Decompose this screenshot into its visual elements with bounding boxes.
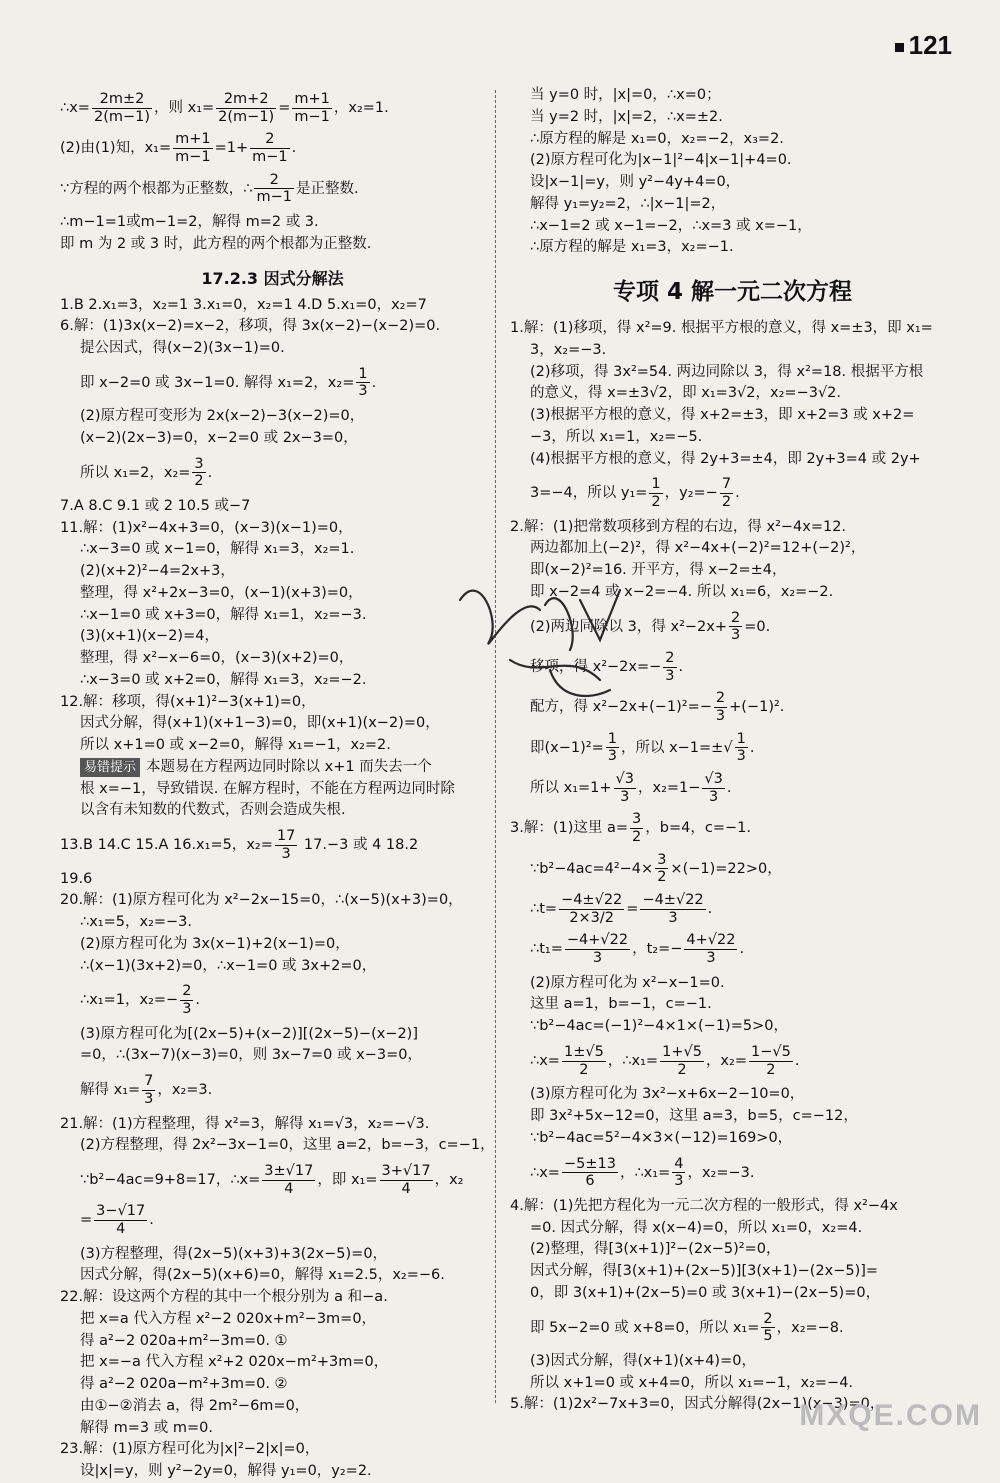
answer-line: 所以 x₁=2，x₂= $\frac{3}{2}$ . — [80, 455, 213, 490]
answer-line: 6.解：(1)3x(x−2)=x−2，移项，得 3x(x−2)−(x−2)=0. — [60, 318, 441, 335]
answer-line: (2)整理，得[3(x+1)]²−(2x−5)²=0， — [530, 1241, 781, 1258]
square-icon — [895, 43, 904, 52]
answer-line: 解得 m=3 或 m=0. — [80, 1419, 213, 1436]
answer-line: 11.解：(1)x²−4x+3=0，(x−3)(x−1)=0， — [60, 519, 353, 536]
answer-line: 21.解：(1)方程整理，得 x²=3，解得 x₁=√3，x₂=−√3. — [60, 1115, 430, 1132]
answer-line: (2)(x+2)²−4=2x+3， — [80, 563, 235, 580]
answer-line: 4.解：(1)先把方程化为一元二次方程的一般形式，得 x²−4x — [510, 1197, 898, 1214]
answer-line: 3=−4，所以 y₁= $\frac{1}{2}$ ，y₂=− $\frac{7}{2}$ . — [530, 476, 740, 510]
answer-line: 即(x−2)²=16. 开平方，得 x−2=±4， — [530, 562, 787, 579]
answer-line: 把 x=a 代入方程 x²−2 020x+m²−3m=0， — [80, 1310, 377, 1327]
answer-line: 即 x−2=4 或 x−2=−4. 所以 x₁=6，x₂=−2. — [530, 583, 834, 600]
answer-line: (3)方程整理，得(2x−5)(x+3)+3(2x−5)=0， — [80, 1245, 388, 1262]
answer-line: (x−2)(2x−3)=0，x−2=0 或 2x−3=0， — [80, 429, 358, 446]
answer-line: ∴(x−1)(3x+2)=0，∴x−1=0 或 3x+2=0， — [80, 957, 377, 974]
answer-line: 当 y=0 时，|x|=0，∴x=0； — [530, 87, 721, 103]
answer-line: ∵b²−4ac=9+8=17，∴x= $\frac{3\pm√17}{4}$ ，即 x₁= $\frac{3+√17}{4}$ ，x₂ — [80, 1163, 464, 1197]
answer-line: (3)(x+1)(x−2)=4， — [80, 628, 219, 645]
answer-line: 20.解：(1)原方程可化为 x²−2x−15=0，∴(x−5)(x+3)=0， — [60, 892, 463, 909]
answer-line: 设|x−1|=y，则 y²−4y+4=0， — [530, 174, 741, 190]
page-number: 121 — [895, 30, 952, 61]
answer-line: ∵b²−4ac=4²−4× $\frac{3}{2}$ ×(−1)=22>0， — [530, 851, 782, 886]
answer-line: 把 x=−a 代入方程 x²+2 020x−m²+3m=0， — [80, 1354, 389, 1371]
answer-line: ∴原方程的解是 x₁=3，x₂=−1. — [530, 239, 734, 256]
answer-line: ∴t₁= $\frac{-4+√22}{3}$ ，t₂=− $\frac{4+√22}{3}$ . — [530, 932, 745, 967]
answer-line: ∵方程的两个根都为正整数，∴ $\frac{2}{m-1}$ 是正整数. — [60, 171, 359, 206]
answer-line: 所以 x₁=1+ $\frac{√3}{3}$ ，x₂=1− $\frac{√3}{3}$ . — [530, 770, 732, 805]
answer-line: 12.解：移项，得(x+1)²−3(x+1)=0， — [60, 693, 316, 710]
right-column — [510, 85, 955, 1416]
answer-line: ∴x₁=5，x₂=−3. — [80, 914, 193, 931]
answer-line: 即(x−1)²= $\frac{1}{3}$ ，所以 x−1=±√ $\frac{1}{3}$ . — [530, 730, 755, 765]
answer-line: 1.解：(1)移项，得 x²=9. 根据平方根的意义，得 x=±3，即 x₁= — [510, 320, 933, 336]
answer-line: 13.B 14.C 15.A 16.x₁=5，x₂= $\frac{17}{3}$ 17.−3 或 4 18.2 — [60, 828, 419, 862]
answer-line: ∴x= $\frac{1\pm√5}{2}$ ，∴x₁= $\frac{1+√5}{2}$ ，x₂= $\frac{1-√5}{2}$ . — [530, 1043, 800, 1078]
answer-line: (2)原方程可变形为 2x(x−2)−3(x−2)=0， — [80, 408, 365, 425]
answer-line: 5.解：(1)2x²−7x+3=0，因式分解得(2x−1)(x−3)=0， — [510, 1396, 885, 1413]
answer-line: ∴x−1=2 或 x−1=−2，∴x=3 或 x=−1， — [530, 217, 812, 234]
answer-line: (3)原方程可化为 3x²−x+6x−2−10=0， — [530, 1086, 805, 1103]
tip-line: 根 x=−1，导致错误. 在解方程时，不能在方程两边同时除 — [80, 780, 455, 797]
answer-line: 的意义，得 x=±3√2，即 x₁=3√2，x₂=−3√2. — [530, 385, 842, 402]
answer-line: ∴x−3=0 或 x−1=0，解得 x₁=3，x₂=1. — [80, 541, 355, 558]
answer-line: =0，∴(3x−7)(x−3)=0，则 3x−7=0 或 x−3=0， — [80, 1047, 422, 1064]
answer-line: (2)两边同除以 3，得 x²−2x+ $\frac{2}{3}$ =0. — [530, 609, 771, 644]
answer-line: 22.解：设这两个方程的其中一个根分别为 a 和−a. — [60, 1289, 388, 1306]
handwritten-scribble — [450, 560, 670, 720]
answer-line: 即 3x²+5x−12=0，这里 a=3，b=5，c=−12， — [530, 1108, 858, 1125]
answer-line: ∴x₁=1，x₂=− $\frac{2}{3}$ . — [80, 983, 201, 1017]
answer-line: 设|x|=y，则 y²−2y=0，解得 y₁=0，y₂=2. — [80, 1463, 372, 1480]
answer-line: 因式分解，得(2x−5)(x+6)=0，解得 x₁=2.5，x₂=−6. — [80, 1267, 445, 1284]
answer-line: 19.6 — [60, 870, 93, 887]
answer-line: 因式分解，得(x+1)(x+1−3)=0，即(x+1)(x−2)=0， — [80, 715, 440, 732]
answer-line: 即 m 为 2 或 3 时，此方程的两个根都为正整数. — [60, 235, 372, 252]
answer-line: 7.A 8.C 9.1 或 2 10.5 或−7 — [60, 497, 251, 514]
answer-line: 所以 x+1=0 或 x−2=0，解得 x₁=−1，x₂=2. — [80, 737, 391, 754]
answer-line: = $\frac{3-√17}{4}$ . — [80, 1203, 154, 1238]
answer-line: =0. 因式分解，得 x(x−4)=0，所以 x₁=0，x₂=4. — [530, 1219, 863, 1236]
answer-line: 整理，得 x²−x−6=0，(x−3)(x+2)=0， — [80, 650, 354, 667]
answer-line: 当 y=2 时，|x|=2，∴x=±2. — [530, 108, 723, 125]
answer-line: 移项，得 x²−2x=− $\frac{2}{3}$ . — [530, 649, 684, 684]
answer-line: 配方，得 x²−2x+(−1)²=− $\frac{2}{3}$ +(−1)². — [530, 690, 785, 724]
section-heading: 专项 4 解一元二次方程 — [612, 279, 853, 305]
answer-line: (3)因式分解，得(x+1)(x+4)=0， — [530, 1352, 756, 1369]
answer-line: 解得 y₁=y₂=2，∴|x−1|=2， — [530, 195, 726, 212]
answer-line: ∴m−1=1或m−1=2，解得 m=2 或 3. — [60, 214, 319, 231]
tip-line: 以含有未知数的代数式，否则会造成失根. — [80, 802, 346, 819]
answer-line: 解得 x₁= $\frac{7}{3}$ ，x₂=3. — [80, 1073, 213, 1107]
answer-line: 即 5x−2=0 或 x+8=0，所以 x₁= $\frac{2}{5}$ ，x₂=−8. — [530, 1310, 844, 1345]
answer-line: ∴x−1=0 或 x+3=0，解得 x₁=1，x₂=−3. — [80, 606, 367, 623]
answer-line: (3)根据平方根的意义，得 x+2=±3，即 x+2=3 或 x+2= — [530, 407, 915, 423]
answer-line: 3，x₂=−3. — [530, 341, 607, 358]
answer-line: 2.解：(1)把常数项移到方程的右边，得 x²−4x=12. — [510, 518, 847, 535]
answer-line: −3，所以 x₁=1，x₂=−5. — [530, 428, 703, 445]
answer-line: (2)原方程可化为 3x(x−1)+2(x−1)=0， — [80, 935, 350, 952]
answer-line: 3.解：(1)这里 a= $\frac{3}{2}$ ，b=4，c=−1. — [510, 811, 751, 845]
answer-line: 两边都加上(−2)²，得 x²−4x+(−2)²=12+(−2)²， — [530, 540, 866, 557]
answer-line: ∴x−3=0 或 x+2=0，解得 x₁=3，x₂=−2. — [80, 671, 367, 688]
section-heading: 17.2.3 因式分解法 — [201, 268, 344, 288]
answer-line: ∵b²−4ac=(−1)²−4×1×(−1)=5>0， — [530, 1018, 788, 1035]
answer-line: 即 x−2=0 或 3x−1=0. 解得 x₁=2，x₂= $\frac{1}{3}$ . — [80, 365, 377, 400]
answer-line: ∴t= $\frac{-4\pm√22}{2\times 3/2}$ = $\frac{-4\pm√22}{3}$ . — [530, 892, 713, 926]
answer-line: 得 a²−2 020a+m²−3m=0. ① — [80, 1332, 288, 1349]
answer-line: (2)方程整理，得 2x²−3x−1=0，这里 a=2，b=−3，c=−1， — [80, 1137, 495, 1154]
answer-line: (3)原方程可化为[(2x−5)+(x−2)][(2x−5)−(x−2)] — [80, 1025, 418, 1042]
answer-line: (2)由(1)知，x₁= $\frac{m+1}{m-1}$ =1+ $\frac{2}{m-1}$ . — [60, 131, 297, 166]
left-column — [60, 85, 495, 1483]
answer-line: 这里 a=1，b=−1，c=−1. — [530, 996, 712, 1013]
column-divider — [495, 90, 496, 1403]
answer-line: 因式分解，得[3(x+1)+(2x−5)][3(x+1)−(2x−5)]= — [530, 1263, 879, 1280]
answer-line: ∵b²−4ac=5²−4×3×(−12)=169>0， — [530, 1129, 793, 1146]
answer-line: 23.解：(1)原方程可化为|x|²−2|x|=0， — [60, 1441, 320, 1458]
answer-line: 1.B 2.x₁=3，x₂=1 3.x₁=0，x₂=1 4.D 5.x₁=0，x₂=7 — [60, 296, 427, 313]
answer-line: 提公因式，得(x−2)(3x−1)=0. — [80, 340, 285, 357]
tip-line: 易错提示 本题易在方程两边同时除以 x+1 而失去一个 — [60, 757, 485, 779]
answer-line: 所以 x+1=0 或 x+4=0，所以 x₁=−1，x₂=−4. — [530, 1374, 854, 1391]
answer-line: 0，即 3(x+1)+(2x−5)=0 或 3(x+1)−(2x−5)=0， — [530, 1284, 881, 1301]
answer-line: (2)原方程可化为|x−1|²−4|x−1|+4=0. — [530, 152, 792, 169]
answer-line: (2)原方程可化为 x²−x−1=0. — [530, 974, 725, 991]
answer-line: ∴x= $\frac{2m\pm 2}{2(m-1)}$ ，则 x₁= $\frac{2m+2}{2(m-1)}$ = $\frac{m+1}{m-1}$ ，x₂=1. — [60, 91, 389, 125]
answer-line: (2)移项，得 3x²=54. 两边同除以 3，得 x²=18. 根据平方根 — [530, 363, 924, 380]
watermark-logo: MXQE.COM — [799, 1399, 982, 1432]
answer-line: 整理，得 x²+2x−3=0，(x−1)(x+3)=0， — [80, 584, 363, 601]
answer-line: 得 a²−2 020a−m²+3m=0. ② — [80, 1376, 288, 1393]
answer-line: (4)根据平方根的意义，得 2y+3=±4，即 2y+3=4 或 2y+ — [530, 450, 921, 467]
error-tip-badge: 易错提示 — [80, 758, 140, 778]
answer-line: ∴原方程的解是 x₁=0，x₂=−2，x₃=2. — [530, 130, 784, 147]
answer-line: 由①−②消去 a，得 2m²−6m=0， — [80, 1397, 310, 1414]
answer-line: ∴x= $\frac{-5\pm 13}{6}$ ，∴x₁= $\frac{4}{3}$ ，x₂=−3. — [530, 1155, 755, 1190]
